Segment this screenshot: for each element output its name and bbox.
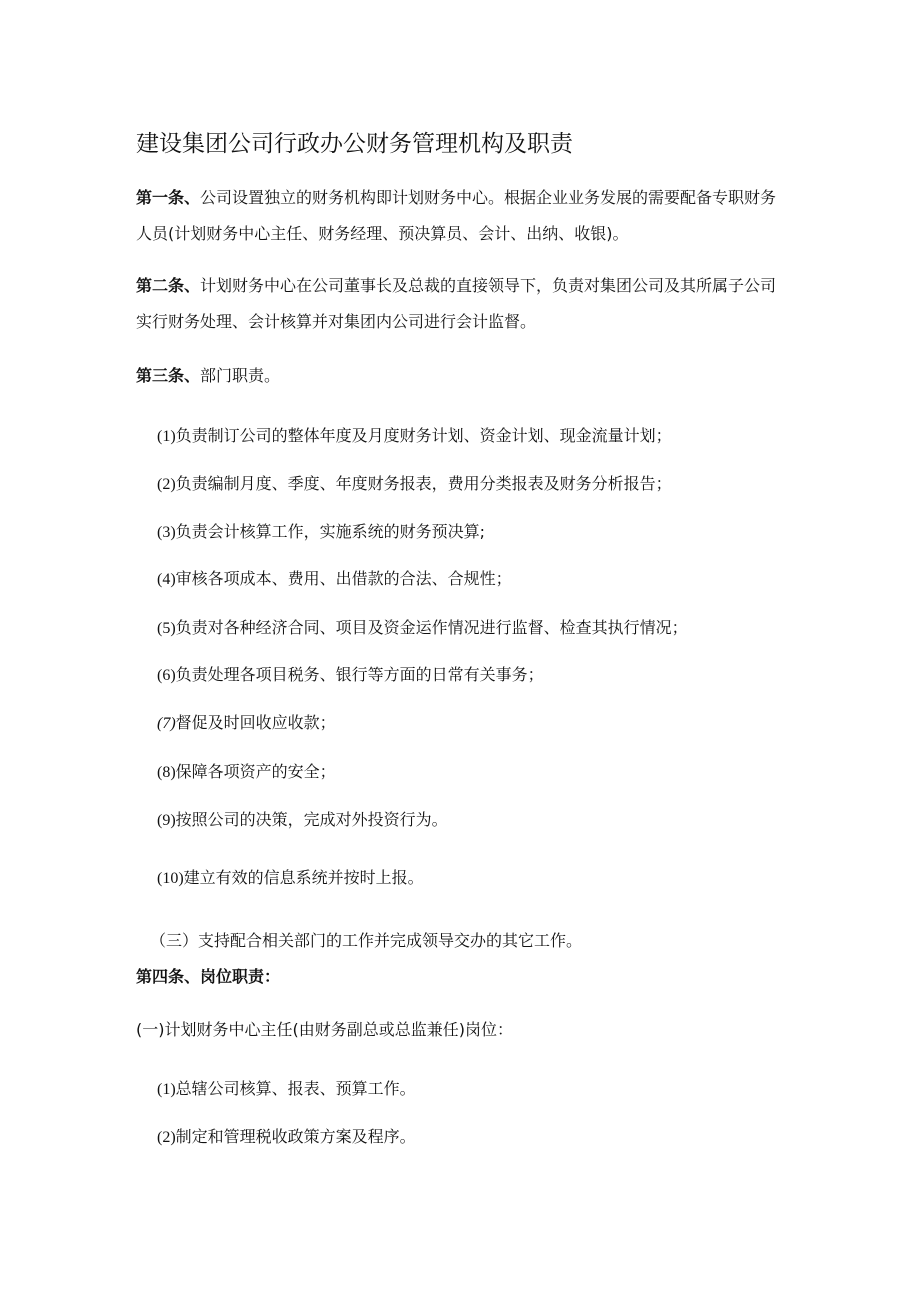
position-duty-item-1	[157, 1077, 416, 1102]
duty-item-9	[157, 808, 448, 833]
duty-text: 按照公司的决策，完成对外投资行为。	[175, 810, 448, 829]
duty-item-2	[157, 472, 672, 497]
duty-item-6	[157, 663, 544, 688]
position-duty-item-2	[157, 1125, 416, 1150]
duty-item-7	[157, 711, 336, 736]
duty-text: 负责对各种经济合同、项目及资金运作情况进行监督、检查其执行情况；	[175, 618, 688, 637]
duty-number: (5)	[157, 620, 176, 637]
duty-text: 负责会计核算工作，实施系统的财务预决算;	[175, 522, 486, 541]
article-3-text: 部门职责。	[200, 366, 281, 385]
duty-number: (1)	[157, 428, 176, 445]
duty-text: 建立有效的信息系统并按时上报。	[183, 868, 424, 887]
support-line: （三）支持配合相关部门的工作并完成领导交办的其它工作。	[150, 931, 583, 950]
duty-number: (1)	[157, 1081, 176, 1098]
duty-number: (4)	[157, 571, 176, 588]
duty-number: (8)	[157, 764, 176, 781]
article-4-heading: 第四条、岗位职责：	[136, 967, 281, 986]
duty-item-4	[157, 567, 512, 592]
duty-text: 总辖公司核算、报表、预算工作。	[175, 1079, 416, 1098]
article-3	[136, 358, 786, 394]
duty-text: 审核各项成本、费用、出借款的合法、合规性；	[175, 569, 512, 588]
article-1-label: 第一条、	[136, 188, 201, 207]
duty-number: (10)	[157, 870, 184, 887]
duty-text: 督促及时回收应收款；	[175, 713, 336, 732]
article-2	[136, 268, 786, 340]
document-title: 建设集团公司行政办公财务管理机构及职责	[136, 131, 573, 157]
article-1	[136, 180, 786, 252]
duty-item-8	[157, 760, 336, 785]
duty-number: (9)	[157, 812, 176, 829]
duty-number: (2)	[157, 476, 176, 493]
duty-text: 制定和管理税收政策方案及程序。	[175, 1127, 416, 1146]
duty-item-5	[157, 616, 688, 641]
duty-number: (6)	[157, 667, 176, 684]
duty-number: (7)	[157, 715, 176, 732]
duty-item-1	[157, 424, 672, 449]
duty-text: 负责编制月度、季度、年度财务报表，费用分类报表及财务分析报告；	[175, 474, 672, 493]
position-1-heading: (一)计划财务中心主任(由财务副总或总监兼任)岗位：	[136, 1020, 513, 1039]
duty-number: (3)	[157, 524, 176, 541]
duty-text: 负责处理各项目税务、银行等方面的日常有关事务；	[175, 665, 544, 684]
duty-number: (2)	[157, 1129, 176, 1146]
duty-item-10	[157, 866, 424, 891]
article-2-label: 第二条、	[136, 276, 201, 295]
article-2-text: 计划财务中心在公司董事长及总裁的直接领导下，负责对集团公司及其所属子公司实行财务处理、会计核算并对集团内公司进行会计监督。	[136, 276, 777, 331]
duty-text: 保障各项资产的安全；	[175, 762, 336, 781]
duty-item-3	[157, 520, 485, 545]
article-3-label: 第三条、	[136, 366, 201, 385]
duty-text: 负责制订公司的整体年度及月度财务计划、资金计划、现金流量计划；	[175, 426, 672, 445]
article-1-text: 公司设置独立的财务机构即计划财务中心。根据企业业务发展的需要配备专职财务人员(计划财务中心主任、财务经理、预决算员、会计、出纳、收银)。	[136, 188, 777, 243]
